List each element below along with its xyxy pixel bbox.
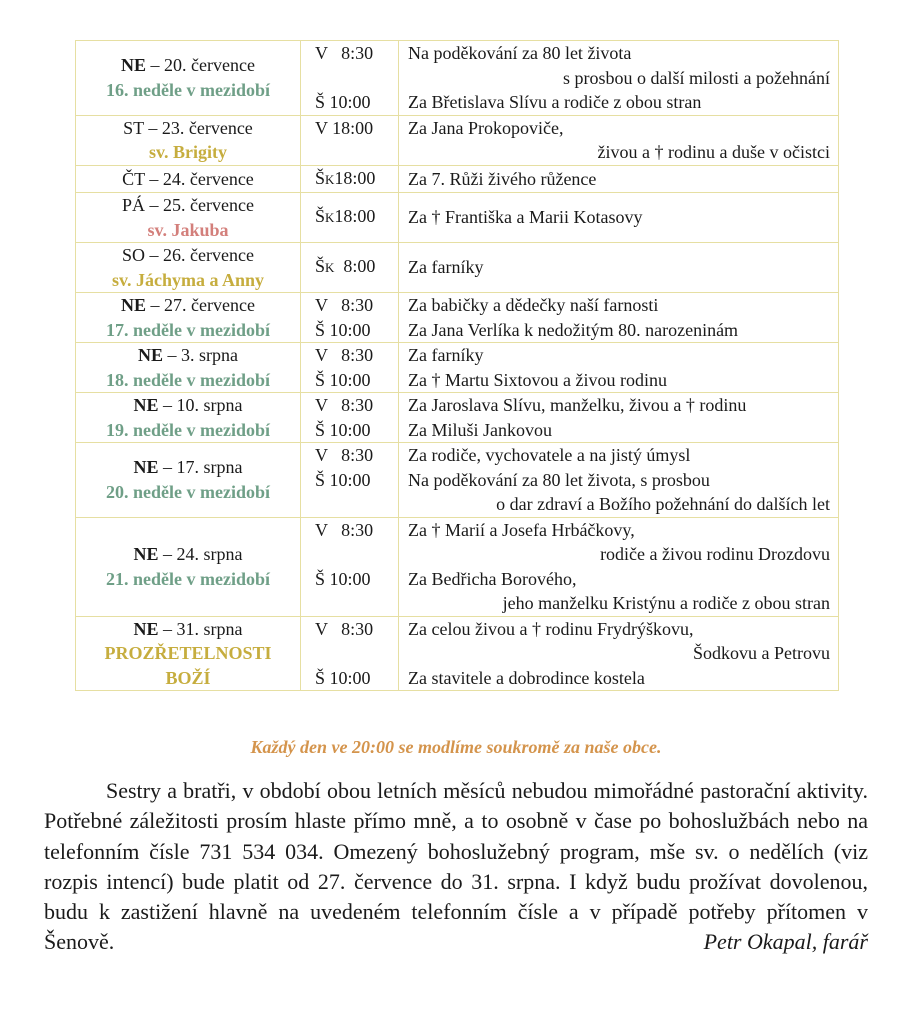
day-date [76,455,300,480]
schedule-row [76,293,839,343]
intention-line: Za Bedřicha Borového, [408,568,577,589]
mass-time-text: V 8:30 [315,43,374,63]
feast-name: 19. neděle v mezidobí [106,419,270,440]
intention-cell [399,293,839,343]
day-abbrev: SO [122,245,146,265]
day-abbrev: NE [133,457,159,478]
mass-time [301,617,398,642]
signature: Petr Okapal, farář [703,929,868,955]
intention-line: Za farníky [408,345,484,365]
day-date-text: – 24. července [144,168,254,189]
schedule-row [76,343,839,393]
intention-line: Za babičky a dědečky naší farnosti [408,295,659,315]
mass-time-text: V 8:30 [315,618,374,639]
line-spacer [301,542,398,567]
day-cell [76,616,301,691]
mass-time [301,518,398,543]
line-spacer [301,591,398,616]
schedule-row [76,41,839,116]
mass-time [301,666,398,691]
intention-cell [399,193,839,243]
intention-line: Šodkovu a Petrovu [693,643,830,663]
intention-cell [399,41,839,116]
mass-time-text: Š 10:00 [315,319,371,340]
schedule-row [76,193,839,243]
intention-line: Za Jaroslava Slívu, manželku, živou a † rodinu [408,395,747,415]
intention-line: Za Miluši Jankovou [408,419,552,440]
mass-time-hour: 18:00 [334,206,376,227]
day-date [76,53,300,78]
line-spacer [301,641,398,666]
day-date-text: – 31. srpna [158,618,243,639]
day-abbrev: NE [133,544,159,564]
mass-time [301,443,398,468]
day-date-text: – 17. srpna [158,457,243,478]
day-date-text: – 20. července [146,55,255,76]
day-date-text: – 25. července [145,195,254,215]
line-spacer [301,140,398,165]
intention-line: Za farníky [408,257,484,278]
mass-time-text: V 8:30 [315,395,374,415]
feast-name: sv. Brigity [148,142,227,162]
feast-name: PROZŘETELNOSTI [104,643,272,663]
location-subscript: K [325,210,335,226]
daily-prayer-note: Každý den ve 20:00 se modlíme soukromě za naše obce. [250,737,662,757]
mass-time-text: V 8:30 [315,445,374,465]
mass-time-text: Š [315,206,326,227]
intention-line: jeho manželku Kristýnu a rodiče z obou stran [502,593,830,613]
mass-time-hour: 8:00 [334,256,376,277]
schedule-row [76,165,839,193]
mass-time-text: V 18:00 [315,117,374,138]
schedule-row [76,115,839,165]
day-date [76,243,300,268]
intention-line: Za stavitele a dobrodince kostela [408,667,645,688]
mass-time [301,343,398,368]
mass-time [301,368,398,393]
intention-line: živou a † rodinu a duše v očistci [597,142,830,162]
intention-cell [399,165,839,193]
mass-time [301,116,398,141]
day-date [76,167,300,192]
schedule-row [76,443,839,518]
mass-time [301,90,398,115]
day-date-text: – 23. července [143,117,253,138]
intention-cell [399,243,839,293]
day-cell [76,343,301,393]
announcement-paragraph [44,776,868,958]
intention-line: Za Jana Prokopoviče, [408,117,564,138]
intention-line: o dar zdraví a Božího požehnání do dalších let [496,494,830,514]
mass-time [301,418,398,443]
day-date-text: – 26. července [145,245,254,265]
schedule-body [76,41,839,691]
feast-name: 17. neděle v mezidobí [106,319,270,340]
day-abbrev: NE [137,345,163,365]
day-abbrev: NE [133,395,159,415]
time-cell [301,293,399,343]
day-date [76,393,300,418]
intention-cell [399,343,839,393]
day-date-text: – 27. července [146,295,255,315]
time-cell [301,343,399,393]
mass-time-text: V 8:30 [315,519,374,540]
mass-time-text: Š [315,256,326,277]
location-subscript: K [325,171,335,187]
feast-name: sv. Jakuba [147,219,229,240]
feast-name: 16. neděle v mezidobí [106,79,270,100]
time-cell [301,115,399,165]
day-date-text: – 3. srpna [163,345,238,365]
mass-time-text: Š 10:00 [315,419,371,440]
feast-name-line2: BOŽÍ [165,667,211,688]
mass-time-text: Š 10:00 [315,568,371,589]
day-date [76,193,300,218]
intention-line: rodiče a živou rodinu Drozdovu [600,544,830,564]
mass-time-hour: 18:00 [334,167,376,188]
day-abbrev: ST [123,117,144,138]
intention-line: Za Jana Verlíka k nedožitým 80. narozeninám [408,319,739,340]
mass-time-text: V 8:30 [315,295,374,315]
time-cell [301,243,399,293]
day-abbrev: NE [121,295,147,315]
announcement-text: Sestry a bratři, v období obou letních měsíců nebudou mimořádné pastorační aktivity. Potřebné záležitosti prosím hlaste přímo mně, a to osobně v čase po bohoslužbách nebo na telefonním čísle 731 534 034. Omezený bohoslužebný program, mše sv. o nedělích (viz rozpis intencí) bude platit od 27. července do 31. srpna. I když budu prožívat dovolenou, budu k zastižení hlavně na uvedeném telefonním čísle a v případě potřeby přítomen v Šenově. [44,778,868,955]
feast-name: 18. neděle v mezidobí [106,369,270,390]
line-spacer [301,492,398,517]
mass-time-text: Š 10:00 [315,369,371,390]
day-date-text: – 24. srpna [158,544,243,564]
location-subscript: K [325,260,335,276]
day-cell [76,243,301,293]
mass-time-text: Š [315,167,326,188]
mass-time [301,293,398,318]
day-date [76,542,300,567]
intention-cell [399,616,839,691]
day-cell [76,443,301,518]
intention-cell [399,393,839,443]
mass-time [301,318,398,343]
mass-time [301,204,398,231]
intention-cell [399,517,839,616]
schedule-row [76,243,839,293]
day-cell [76,115,301,165]
day-abbrev: PÁ [122,195,146,215]
intention-line: Za rodiče, vychovatele a na jistý úmysl [408,445,691,465]
feast-name: 21. neděle v mezidobí [106,568,270,589]
time-cell [301,517,399,616]
intention-line: Za † Marií a Josefa Hrbáčkovy, [408,519,635,540]
intention-line: Za Břetislava Slívu a rodiče z obou stran [408,92,702,112]
intention-cell [399,115,839,165]
schedule-row [76,393,839,443]
mass-time-text: Š 10:00 [315,92,371,112]
day-cell [76,41,301,116]
intention-line: Na poděkování za 80 let života, s prosbou [408,469,710,490]
time-cell [301,165,399,193]
line-spacer [301,66,398,91]
mass-time [301,468,398,493]
mass-time [301,567,398,592]
mass-time-text: Š 10:00 [315,469,371,490]
day-date [76,617,300,642]
day-cell [76,393,301,443]
day-cell [76,165,301,193]
day-cell [76,293,301,343]
mass-time [301,254,398,281]
mass-schedule-table [75,40,839,691]
mass-time-text: Š 10:00 [315,667,371,688]
time-cell [301,41,399,116]
day-abbrev: NE [133,618,159,639]
mass-time [301,41,398,66]
time-cell [301,616,399,691]
time-cell [301,393,399,443]
intention-line: s prosbou o další milosti a požehnání [563,67,830,88]
day-date-text: – 10. srpna [158,395,243,415]
intention-line: Na poděkování za 80 let života [408,43,632,63]
mass-time-text: V 8:30 [315,345,374,365]
schedule-row [76,517,839,616]
day-date [76,116,300,141]
day-abbrev: ČT [122,168,145,189]
day-date [76,293,300,318]
intention-cell [399,443,839,518]
feast-name: 20. neděle v mezidobí [106,481,270,502]
intention-line: Za celou živou a † rodinu Frydrýškovu, [408,618,694,639]
mass-time [301,393,398,418]
intention-line: Za † Martu Sixtovou a živou rodinu [408,369,667,390]
schedule-row [76,616,839,691]
day-cell [76,517,301,616]
mass-time [301,166,398,193]
feast-name: sv. Jáchyma a Anny [111,269,265,290]
intention-line: Za † Františka a Marii Kotasovy [408,207,643,228]
day-date [76,343,300,368]
day-abbrev: NE [121,55,147,76]
day-cell [76,193,301,243]
time-cell [301,443,399,518]
intention-line: Za 7. Růži živého růžence [408,168,597,189]
time-cell [301,193,399,243]
